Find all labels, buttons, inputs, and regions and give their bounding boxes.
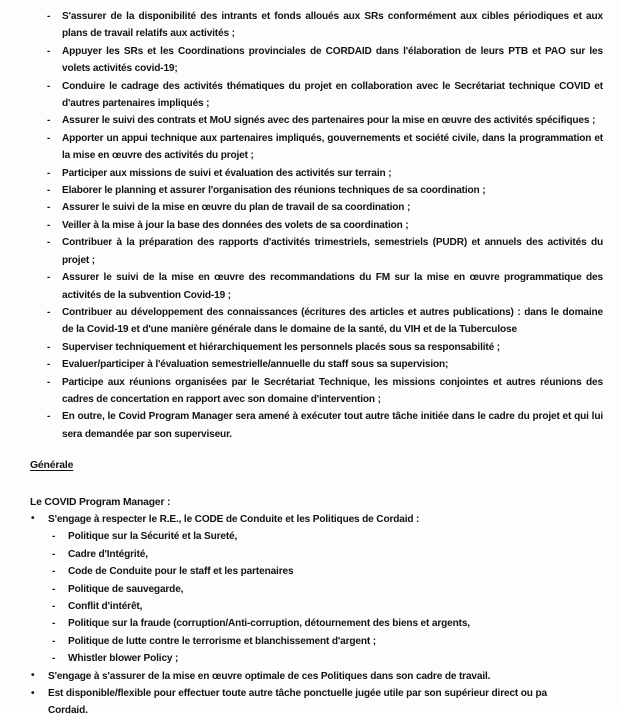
list-item-text: S'engage à respecter le R.E., le CODE de Conduite et les Politiques de Cordaid : <box>48 513 420 525</box>
list-item-text: S'engage à s'assurer de la mise en œuvre optimale de ces Politiques dans son cadre de travail. <box>48 670 491 682</box>
list-item <box>12 43 608 78</box>
list-item <box>12 511 608 528</box>
list-item <box>12 598 608 615</box>
list-item <box>12 304 608 339</box>
list-item-text: Assurer le suivi de la mise en œuvre du plan de travail de sa coordination ; <box>62 202 411 214</box>
list-item <box>12 182 608 199</box>
list-item-text: Assurer le suivi de la mise en œuvre des recommandations du FM sur la mise en œuvre programmatique des activités de la subvention Covid-19 ; <box>62 272 603 301</box>
list-item-text: Contribuer à la préparation des rapports d'activités trimestriels, semestriels (PUDR) et annuels des activités du projet ; <box>62 237 603 266</box>
list-item <box>12 339 608 356</box>
section-heading-generale: Générale <box>30 460 74 472</box>
list-item <box>12 8 608 43</box>
list-item <box>12 633 608 650</box>
list-item <box>12 685 608 720</box>
responsibilities-list <box>12 8 608 443</box>
list-item <box>12 112 608 129</box>
list-item-text: Politique sur la fraude (corruption/Anti-corruption, détournement des biens et argents, <box>68 618 470 630</box>
list-item-text: S'assurer de la disponibilité des intrants et fonds alloués aux SRs conformément aux cibles périodiques et aux plans de travail relatifs aux activités ; <box>62 11 603 40</box>
list-item-text: En outre, le Covid Program Manager sera amené à exécuter tout autre tâche initiée dans le cadre du projet et qui lui sera demandée par son superviseur. <box>62 411 603 440</box>
list-item <box>12 528 608 545</box>
list-item <box>12 78 608 113</box>
list-item <box>12 269 608 304</box>
generale-bullet-list-tail <box>12 668 608 720</box>
list-item-text: Participe aux réunions organisées par le Secrétariat Technique, les missions conjointes et autres réunions des cadres de concertation en rapport avec son domaine d'intervention ; <box>62 376 603 405</box>
list-item-text: Evaluer/participer à l'évaluation semestrielle/annuelle du staff sous sa supervision; <box>62 359 449 371</box>
generale-lead-line: Le COVID Program Manager : <box>30 496 171 508</box>
list-item <box>12 615 608 632</box>
list-item <box>12 546 608 563</box>
list-item <box>12 563 608 580</box>
list-item-text: Superviser techniquement et hiérarchiquement les personnels placés sous sa responsabilité ; <box>62 341 500 353</box>
generale-section <box>12 443 608 720</box>
list-item-text: Contribuer au développement des connaissances (écritures des articles et autres publications) : dans le domaine de la Covid-19 et d'une manière générale dans le domaine de la santé, du VIH et de la Tuberculose <box>62 306 603 336</box>
list-item <box>12 668 608 685</box>
list-item <box>12 199 608 216</box>
list-item-text: Assurer le suivi des contrats et MoU signés avec des partenaires pour la mise en œuvre des activités spécifiques ; <box>62 115 596 127</box>
list-item <box>12 234 608 269</box>
list-item <box>12 374 608 409</box>
list-item <box>12 408 608 443</box>
list-item <box>12 217 608 234</box>
document-body <box>12 8 608 720</box>
list-item-text: Apporter un appui technique aux partenaires impliqués, gouvernements et société civile, dans la programmation et la mise en œuvre des activités du projet ; <box>62 132 603 162</box>
list-item-text: Whistler blower Policy ; <box>68 653 179 665</box>
list-item-text: Code de Conduite pour le staff et les partenaires <box>68 566 294 578</box>
list-item-text: Conflit d'intérêt, <box>68 601 143 612</box>
list-item <box>12 581 608 598</box>
list-item-text-line-2: Cordaid. <box>48 705 88 717</box>
list-item-text: Elaborer le planning et assurer l'organisation des réunions techniques de sa coordination ; <box>62 185 486 197</box>
list-item-text-line-1: • Est disponible/flexible pour effectuer toute autre tâche ponctuelle jugée utile par son supérieur direct ou pa <box>48 688 547 700</box>
policies-list <box>12 528 608 667</box>
list-item-text: Appuyer les SRs et les Coordinations provinciales de CORDAID dans l'élaboration de leurs PTB et PAO sur les volets activités covid-19; <box>62 45 603 75</box>
list-item-text: Politique de sauvegarde, <box>68 583 184 595</box>
list-item-text: Participer aux missions de suivi et évaluation des activités sur terrain ; <box>62 167 392 179</box>
list-item-text: Politique sur la Sécurité et la Sureté, <box>68 531 238 543</box>
list-item-text: Politique de lutte contre le terrorisme et blanchissement d'argent ; <box>68 635 376 647</box>
list-item <box>12 356 608 373</box>
generale-bullet-list <box>12 511 608 528</box>
list-item <box>12 130 608 165</box>
list-item-text: Cadre d'Intégrité, <box>68 548 148 560</box>
list-item <box>12 650 608 667</box>
list-item <box>12 165 608 182</box>
list-item-text: Conduire le cadrage des activités thématiques du projet en collaboration avec le Secrétariat technique COVID et d'autres partenaires impliqués ; <box>62 80 603 110</box>
list-item-text: Veiller à la mise à jour la base des données des volets de sa coordination ; <box>62 219 409 231</box>
